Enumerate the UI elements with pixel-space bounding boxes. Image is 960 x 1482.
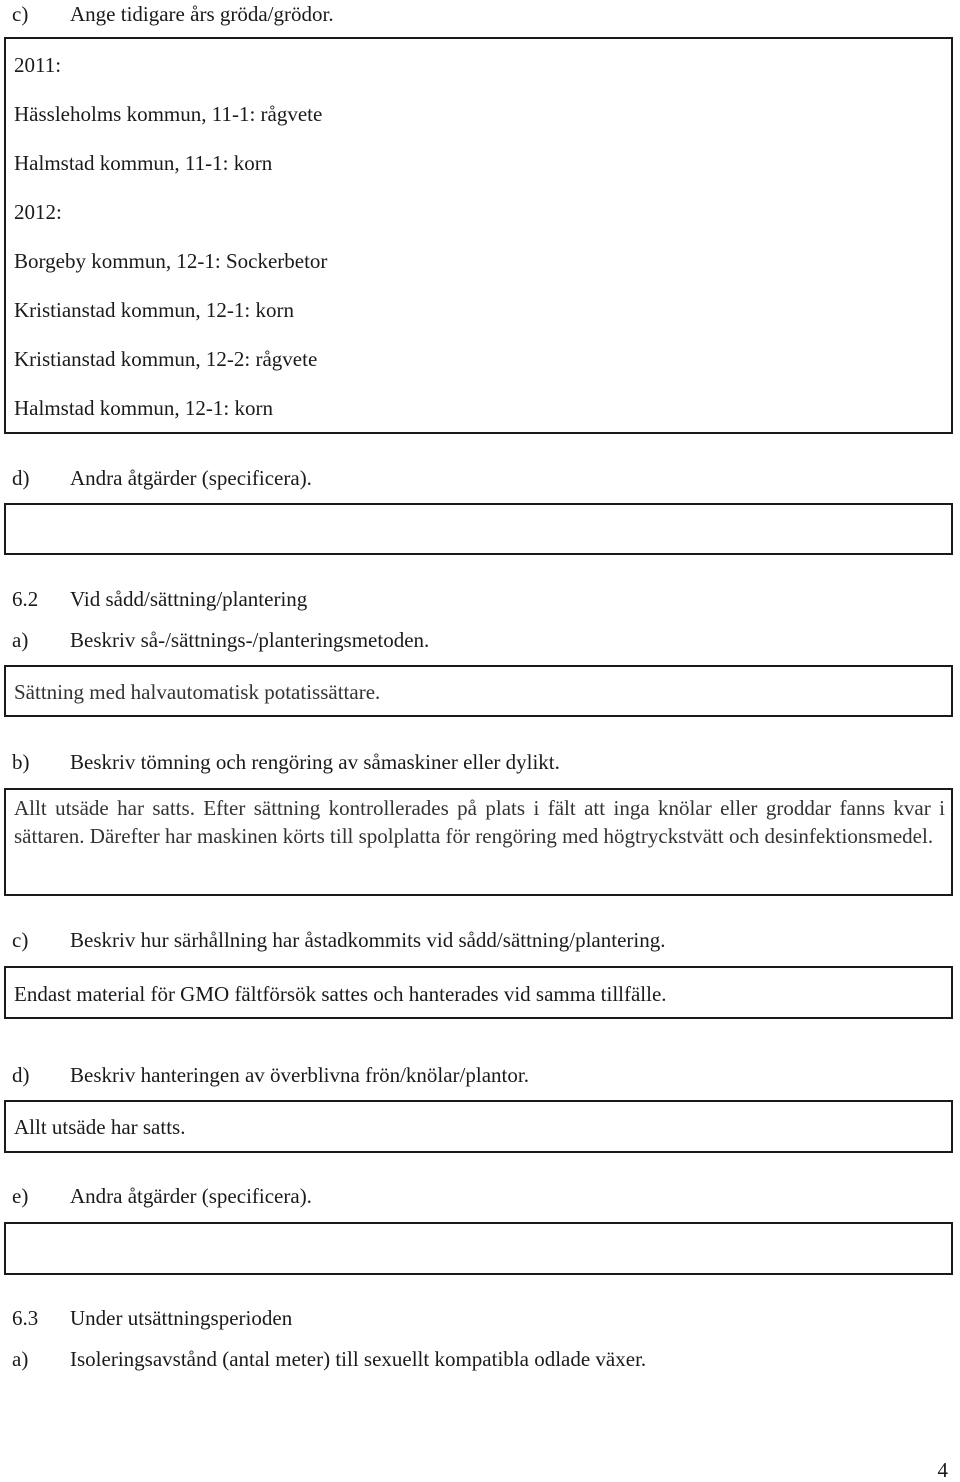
answer-box-6-2-d[interactable] [4, 1100, 953, 1153]
answer-box-previous-crops[interactable] [4, 37, 953, 434]
section-title: Under utsättningsperioden [70, 1306, 293, 1330]
question-text: Beskriv hanteringen av överblivna frön/knölar/plantor. [70, 1063, 529, 1087]
page-number: 4 [937, 1458, 948, 1482]
question-label: d) [12, 1063, 30, 1087]
question-label: e) [12, 1184, 29, 1208]
section-number: 6.3 [12, 1306, 39, 1330]
question-label: a) [12, 628, 29, 652]
answer-line: Sättning med halvautomatisk potatissättare. [14, 680, 381, 704]
answer-line: Halmstad kommun, 11-1: korn [14, 151, 273, 175]
question-label: c) [12, 928, 29, 952]
question-6-2-e [12, 1184, 312, 1208]
section-number: 6.2 [12, 587, 39, 611]
answer-line: Kristianstad kommun, 12-1: korn [14, 298, 294, 322]
question-c-previous-crops [12, 2, 334, 26]
answer-line: 2011: [14, 53, 62, 77]
question-text: Ange tidigare års gröda/grödor. [70, 2, 334, 26]
answer-line: Halmstad kommun, 12-1: korn [14, 396, 273, 420]
question-text: Andra åtgärder (specificera). [70, 1184, 312, 1208]
answer-box-6-2-e[interactable] [4, 1222, 953, 1275]
answer-box-6-2-b[interactable] [4, 788, 953, 896]
answer-box-6-2-a[interactable] [4, 665, 953, 717]
question-6-2-c [12, 928, 666, 952]
section-heading-6-3 [12, 1306, 292, 1330]
question-label: d) [12, 466, 30, 490]
question-text: Beskriv tömning och rengöring av såmaskiner eller dylikt. [70, 750, 560, 774]
answer-line: Allt utsäde har satts. [14, 1115, 186, 1139]
answer-line: 2012: [14, 200, 62, 224]
question-label: a) [12, 1347, 29, 1371]
question-text: Andra åtgärder (specificera). [70, 466, 312, 490]
question-6-2-a [12, 628, 429, 652]
question-text: Isoleringsavstånd (antal meter) till sexuellt kompatibla odlade växer. [70, 1347, 647, 1371]
question-text: Beskriv hur särhållning har åstadkommits vid sådd/sättning/plantering. [70, 928, 666, 952]
answer-line: Endast material för GMO fältförsök sattes och hanterades vid samma tillfälle. [14, 982, 667, 1006]
answer-line: Hässleholms kommun, 11-1: rågvete [14, 102, 323, 126]
question-label: b) [12, 750, 30, 774]
question-6-2-b [12, 750, 560, 774]
answer-box-other-measures[interactable] [4, 503, 953, 555]
answer-line: Borgeby kommun, 12-1: Sockerbetor [14, 249, 328, 273]
question-d-other-measures [12, 466, 312, 490]
section-heading-6-2 [12, 587, 307, 611]
answer-box-6-2-c[interactable] [4, 966, 953, 1019]
answer-paragraph: Allt utsäde har satts. Efter sättning kontrollerades på plats i fält att inga knölar eller groddar fanns kvar i sättaren. Därefter har maskinen körts till spolplatta för rengöring med högtryckstvätt och desinfektionsmedel. [14, 796, 945, 848]
answer-line: Kristianstad kommun, 12-2: rågvete [14, 347, 318, 371]
section-title: Vid sådd/sättning/plantering [70, 587, 308, 611]
question-text: Beskriv så-/sättnings-/planteringsmetoden. [70, 628, 430, 652]
question-label: c) [12, 2, 29, 26]
question-6-3-a [12, 1347, 646, 1371]
question-6-2-d [12, 1063, 529, 1087]
